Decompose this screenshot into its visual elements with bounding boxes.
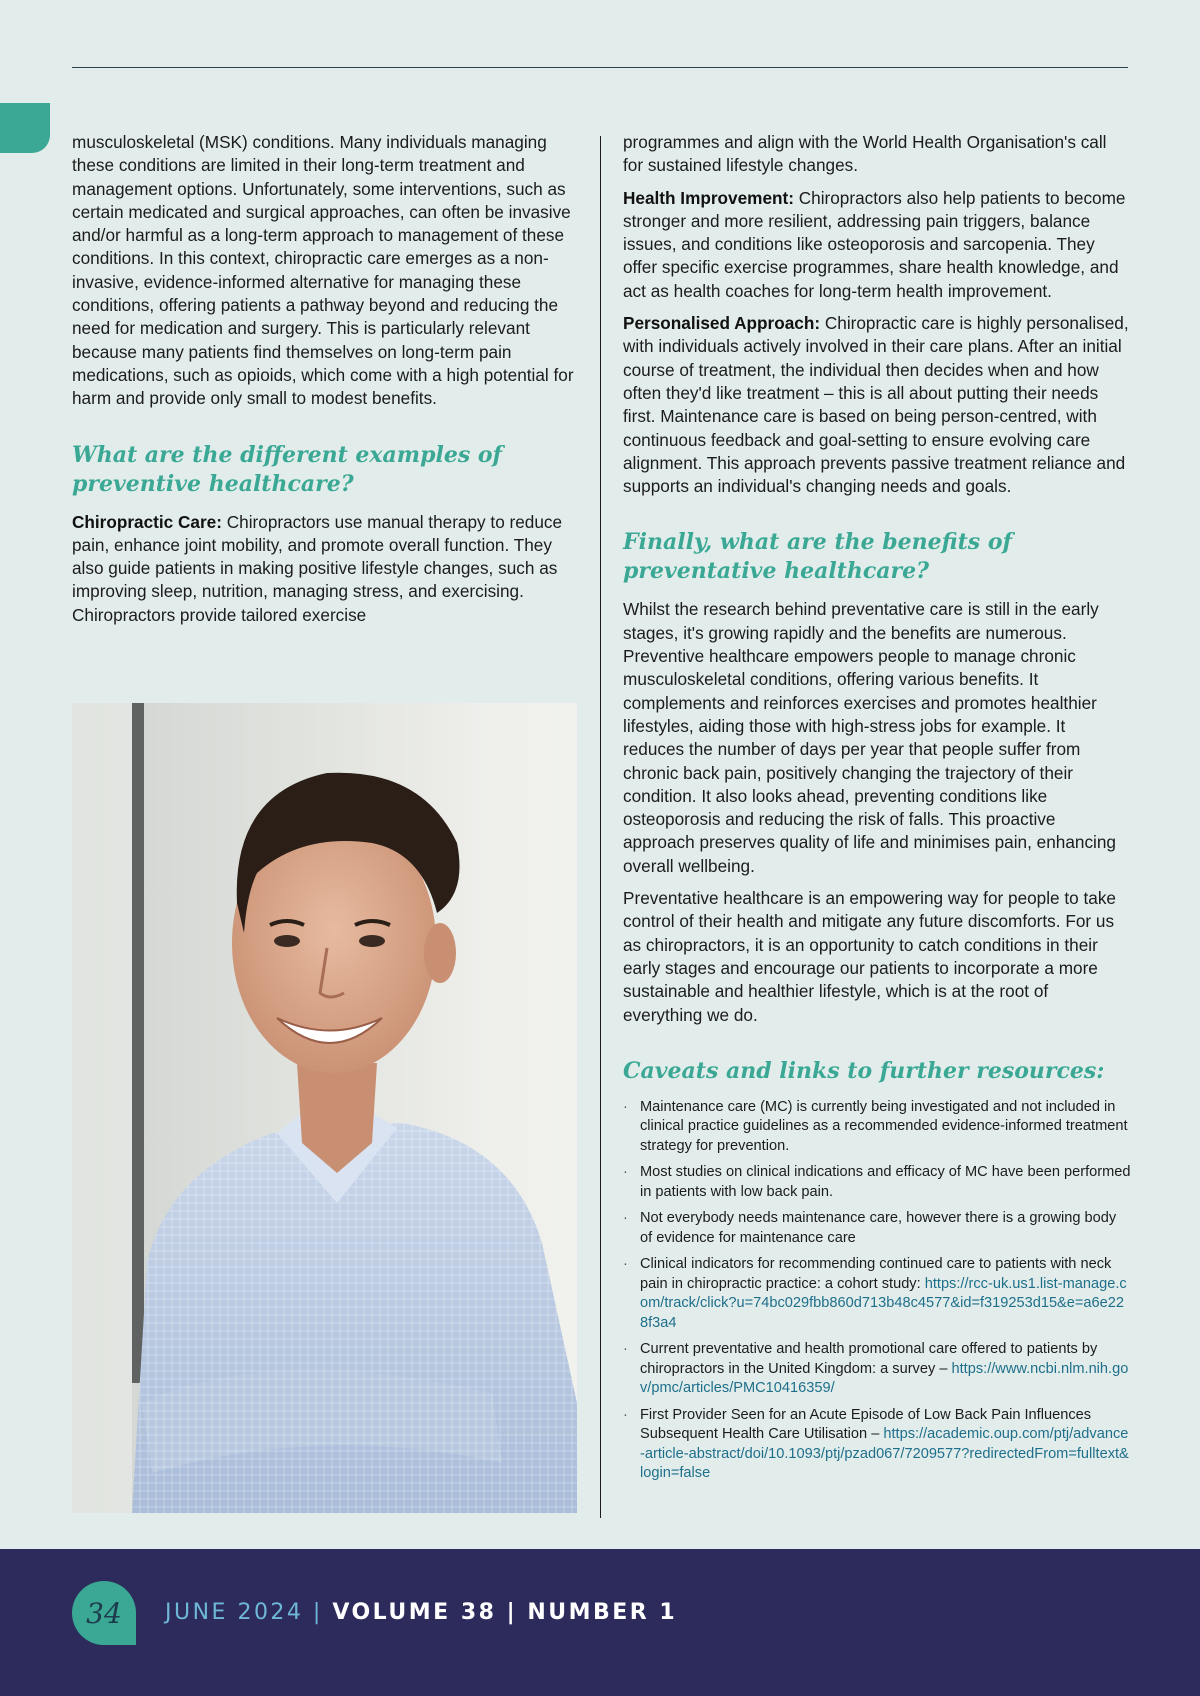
chiropractic-care-paragraph <box>72 511 578 627</box>
intro-paragraph: musculoskeletal (MSK) conditions. Many individuals managing these conditions are limited in their long-term treatment and management options. Unfortunately, some interventions, such as certain medicated and surgical approaches, can often be invasive and/or harmful as a long-term approach to management of these conditions. In this context, chiropractic care emerges as a non-invasive, evidence-informed alternative for managing these conditions, offering patients a pathway beyond and reducing the need for medication and surgery. This is particularly relevant because many patients find themselves on long-term pain medications, such as opioids, which come with a high potential for harm and provide only small to modest benefits. <box>72 132 574 409</box>
personalised-approach-label: Personalised Approach: <box>623 313 821 334</box>
personalised-approach-paragraph <box>623 312 1131 498</box>
resource-item <box>623 1340 1131 1399</box>
resource-item <box>623 1209 1131 1248</box>
benefits-paragraph-2: Preventative healthcare is an empowering way for people to take control of their health and mitigate any future discomforts. For us as chiropractors, it is an opportunity to catch conditions in their early stages and encourage our patients to incorporate a more sustainable and healthier lifestyle, which is at the root of everything we do. <box>623 888 1116 1025</box>
resource-text: Clinical indicators for recommending continued care to patients with neck pain in chiropractic practice: a cohort study: <box>640 1256 1112 1292</box>
resource-item <box>623 1163 1131 1202</box>
health-improvement-text: Chiropractors also help patients to become stronger and more resilient, addressing pain triggers, balance issues, and conditions like osteoporosis and sarcopenia. They offer specific exercise programmes, share health knowledge, and act as health coaches for long-term health improvement. <box>623 187 1126 301</box>
portrait-photo <box>72 703 577 1513</box>
resource-text: Maintenance care (MC) is currently being investigated and not included in clinical practice guidelines as a recommended evidence-informed treatment strategy for prevention. <box>640 1098 1128 1154</box>
health-improvement-label: Health Improvement: <box>623 187 794 208</box>
resource-item <box>623 1255 1131 1333</box>
heading-resources: Caveats and links to further resources: <box>623 1057 1105 1084</box>
heading-benefits: Finally, what are the benefits of preventative healthcare? <box>623 529 1012 585</box>
resource-text: Most studies on clinical indications and efficacy of MC have been performed in patients with low back pain. <box>640 1164 1131 1200</box>
issue-separator: | <box>303 1600 333 1625</box>
issue-volume: VOLUME 38 | NUMBER 1 <box>332 1600 678 1625</box>
health-improvement-paragraph <box>623 187 1131 303</box>
bullet-icon: · <box>623 1406 628 1423</box>
resource-link[interactable]: https://academic.oup.com/ptj/advance-article-abstract/doi/10.1093/ptj/pzad067/7209577?redirectedFrom=fulltext&login=false <box>640 1426 1129 1482</box>
continued-paragraph: programmes and align with the World Health Organisation's call for sustained lifestyle changes. <box>623 132 1107 176</box>
heading-preventive-examples: What are the different examples of preventive healthcare? <box>72 441 502 497</box>
bullet-icon: · <box>623 1256 628 1273</box>
resource-text: Current preventative and health promotional care offered to patients by chiropractors in the United Kingdom: a survey – <box>640 1341 1098 1377</box>
issue-month: JUNE 2024 <box>165 1600 304 1625</box>
bullet-icon: · <box>623 1098 628 1115</box>
chiropractic-care-label: Chiropractic Care: <box>72 511 222 532</box>
resource-link[interactable]: https://www.ncbi.nlm.nih.gov/pmc/articles/PMC10416359/ <box>640 1360 1129 1397</box>
resource-item <box>623 1406 1131 1484</box>
resources-list <box>623 1098 1131 1484</box>
corner-accent-tab <box>0 103 50 153</box>
portrait-illustration <box>72 703 577 1513</box>
page-number-badge <box>72 1581 136 1645</box>
bullet-icon: · <box>623 1210 628 1227</box>
bullet-icon: · <box>623 1341 628 1358</box>
personalised-approach-text: Chiropractic care is highly personalised, with individuals actively involved in their care plans. After an initial course of treatment, the individual then decides when and how often they'd like treatment – this is all about putting their needs first. Maintenance care is based on being person-centred, with continuous feedback and goal-setting to ensure evolving care alignment. This approach prevents passive treatment reliance and supports an individual's changing needs and goals. <box>623 313 1129 497</box>
column-divider <box>600 136 601 1518</box>
left-column <box>72 131 578 636</box>
header-rule <box>72 67 1128 68</box>
page-number: 34 <box>86 1596 122 1630</box>
resource-item <box>623 1098 1131 1157</box>
right-column <box>623 131 1131 1491</box>
resource-text: First Provider Seen for an Acute Episode of Low Back Pain Influences Subsequent Health Care Utilisation – <box>640 1406 1092 1443</box>
resource-link[interactable]: https://rcc-uk.us1.list-manage.com/track/click?u=74bc029fbb860d713b48c4577&id=f319253d15&e=a6e228f3a4 <box>640 1275 1127 1331</box>
benefits-paragraph-1: Whilst the research behind preventative care is still in the early stages, it's growing rapidly and the benefits are numerous. Preventive healthcare empowers people to manage chronic musculoskeletal conditions, offering various benefits. It complements and reinforces exercises and promotes healthier lifestyles, aiding those with high-stress jobs for example. It reduces the number of days per year that people suffer from chronic back pain, positively changing the trajectory of their condition. It also looks ahead, preventing conditions like osteoporosis and reducing the risk of falls. This proactive approach preserves quality of life and minimises pain, enhancing overall wellbeing. <box>623 599 1116 876</box>
issue-info <box>165 1600 677 1625</box>
bullet-icon: · <box>623 1164 628 1181</box>
resource-text: Not everybody needs maintenance care, however there is a growing body of evidence for maintenance care <box>640 1210 1117 1246</box>
chiropractic-care-text: Chiropractors use manual therapy to reduce pain, enhance joint mobility, and promote overall function. They also guide patients in making positive lifestyle changes, such as improving sleep, nutrition, managing stress, and exercising. Chiropractors provide tailored exercise <box>72 511 563 625</box>
